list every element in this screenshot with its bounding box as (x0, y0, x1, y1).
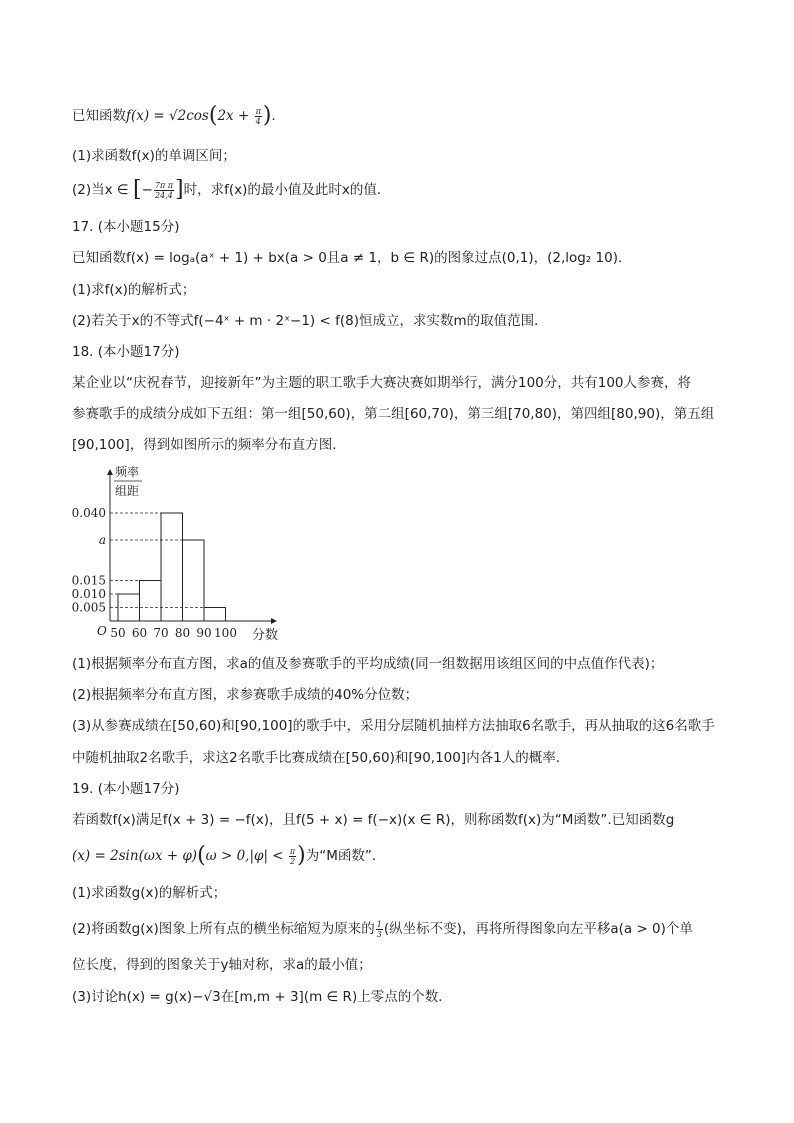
p16-q2: (2)当x ∈ [− $\frac{\text{7π π}}{24,4}$ ]时，求f(x)的最小值及此时x的值． (72, 177, 391, 202)
p16-stem-func: f(x) = √2cos (126, 108, 209, 124)
histogram-bar (204, 608, 226, 622)
histogram-bar (140, 581, 162, 622)
p18-q3-line1: (3)从参赛成绩在[50,60)和[90,100]的歌手中，采用分层随机抽样方法抽取6名歌手，再从抽取的这6名歌手 (72, 718, 715, 734)
x-tick-label: 90 (196, 626, 212, 640)
x-axis-label: 分数 (252, 628, 279, 642)
p17-q2: (2)若关于x的不等式f(−4ˣ + m · 2ˣ−1) < f(8)恒成立，求实数m的取值范围． (72, 313, 548, 329)
p18-q3-line2: 中随机抽取2名歌手，求这2名歌手比赛成绩在[50,60)和[90,100]内各1人的概率． (72, 750, 570, 766)
p19-stem-line1: 若函数f(x)满足f(x + 3) = −f(x)，且f(5 + x) = f(−x)(x ∈ R)，则称函数f(x)为“M函数”.已知函数g (72, 812, 675, 828)
p18-stem-line3: [90,100]，得到如图所示的频率分布直方图． (72, 437, 346, 453)
frac-num: π (255, 106, 261, 116)
frac-num: 7π π (154, 180, 174, 190)
p16-q1: (1)求函数f(x)的单调区间； (72, 148, 236, 164)
p16-stem-pre: 已知函数 (72, 108, 126, 124)
p19-stem-line2 (72, 843, 386, 868)
y-axis-label-bottom: 组距 (115, 484, 140, 498)
paren-right: ) (262, 103, 272, 128)
p19-header: 19. (本小题17分) (72, 781, 180, 797)
p19-q2-fraction (376, 920, 383, 939)
paren-left: ( (208, 103, 218, 128)
p19-q2-line2: 位长度，得到的图象关于y轴对称，求a的最小值； (72, 957, 372, 973)
p16-stem-end: . (271, 108, 276, 124)
x-tick-label: 50 (110, 626, 126, 640)
p18-header: 18. (本小题17分) (72, 344, 180, 360)
frac-den: 2 (289, 856, 296, 866)
p16-stem (72, 103, 276, 128)
p16-q2-fraction (154, 181, 174, 200)
frac-num: π (289, 846, 296, 856)
p18-q1: (1)根据频率分布直方图，求a的值及参赛歌手的平均成绩(同一组数据用该组区间的中点值作代表)； (72, 656, 664, 672)
y-tick-label: 0.010 (71, 587, 106, 601)
bracket-left: [ (132, 177, 142, 202)
y-tick-label: 0.005 (71, 600, 106, 615)
x-tick-label: 70 (153, 626, 169, 640)
p17-q1: (1)求f(x)的解析式； (72, 282, 196, 298)
p19-q2-line1 (72, 919, 693, 939)
p16-q2-pre: (2)当x ∈ (72, 182, 133, 198)
p17-stem: 已知函数f(x) = logₐ(aˣ + 1) + bx(a > 0且a ≠ 1，b ∈ R)的图象过点(0,1)，(2,log₂ 10)． (72, 250, 632, 266)
p19-q2-post: (纵坐标不变)，再将所得图象向左平移a(a > 0)个单 (383, 921, 693, 937)
frac-den: 4 (255, 116, 261, 126)
y-tick-label: 0.040 (71, 506, 106, 520)
histogram-bar (161, 513, 183, 621)
y-tick-label: a (98, 533, 106, 547)
frequency-histogram (70, 462, 290, 642)
p19-stem2-pre: (x) = 2sin(ωx + φ) (72, 848, 198, 864)
x-tick-label: 80 (174, 626, 191, 640)
frac-den: 3 (376, 929, 382, 939)
frac-num: 1 (376, 919, 382, 929)
y-tick-label: 0.015 (71, 573, 106, 588)
p18-q2: (2)根据频率分布直方图，求参赛歌手成绩的40%分位数； (72, 687, 419, 703)
p19-stem2-inner: ω > 0,|φ| < (205, 848, 288, 864)
histogram-bar (183, 540, 205, 621)
paren-right: ) (297, 843, 306, 868)
p19-q3: (3)讨论h(x) = g(x)−√3在[m,m + 3](m ∈ R)上零点的个数． (72, 989, 452, 1005)
p19-q1: (1)求函数g(x)的解析式； (72, 885, 227, 901)
bracket-right: ] (175, 177, 184, 202)
origin-label: O (97, 624, 107, 638)
y-axis-label-top: 频率 (115, 465, 140, 479)
frac-den: 24,4 (155, 190, 173, 200)
p18-stem-line2: 参赛歌手的成绩分成如下五组：第一组[50,60)，第二组[60,70)，第三组[70,80)，第四组[80,90)，第五组 (72, 406, 715, 422)
p16-fraction (255, 107, 262, 126)
p16-stem-inner: 2x + (217, 108, 254, 124)
p19-fraction (289, 847, 296, 866)
p18-stem-line1: 某企业以“庆祝春节，迎接新年”为主题的职工歌手大赛决赛如期举行，满分100分，共有100人参赛，将 (72, 375, 692, 391)
p16-q2-post: 时，求f(x)的最小值及此时x的值． (183, 182, 391, 198)
p19-q2-pre: (2)将函数g(x)图象上所有点的横坐标缩短为原来的 (72, 921, 375, 937)
p17-header: 17. (本小题15分) (72, 219, 180, 235)
p19-stem2-post: 为“M函数”． (305, 848, 386, 864)
x-tick-label: 60 (131, 626, 148, 640)
x-tick-label: 100 (214, 626, 237, 640)
paren-left: ( (197, 843, 206, 868)
